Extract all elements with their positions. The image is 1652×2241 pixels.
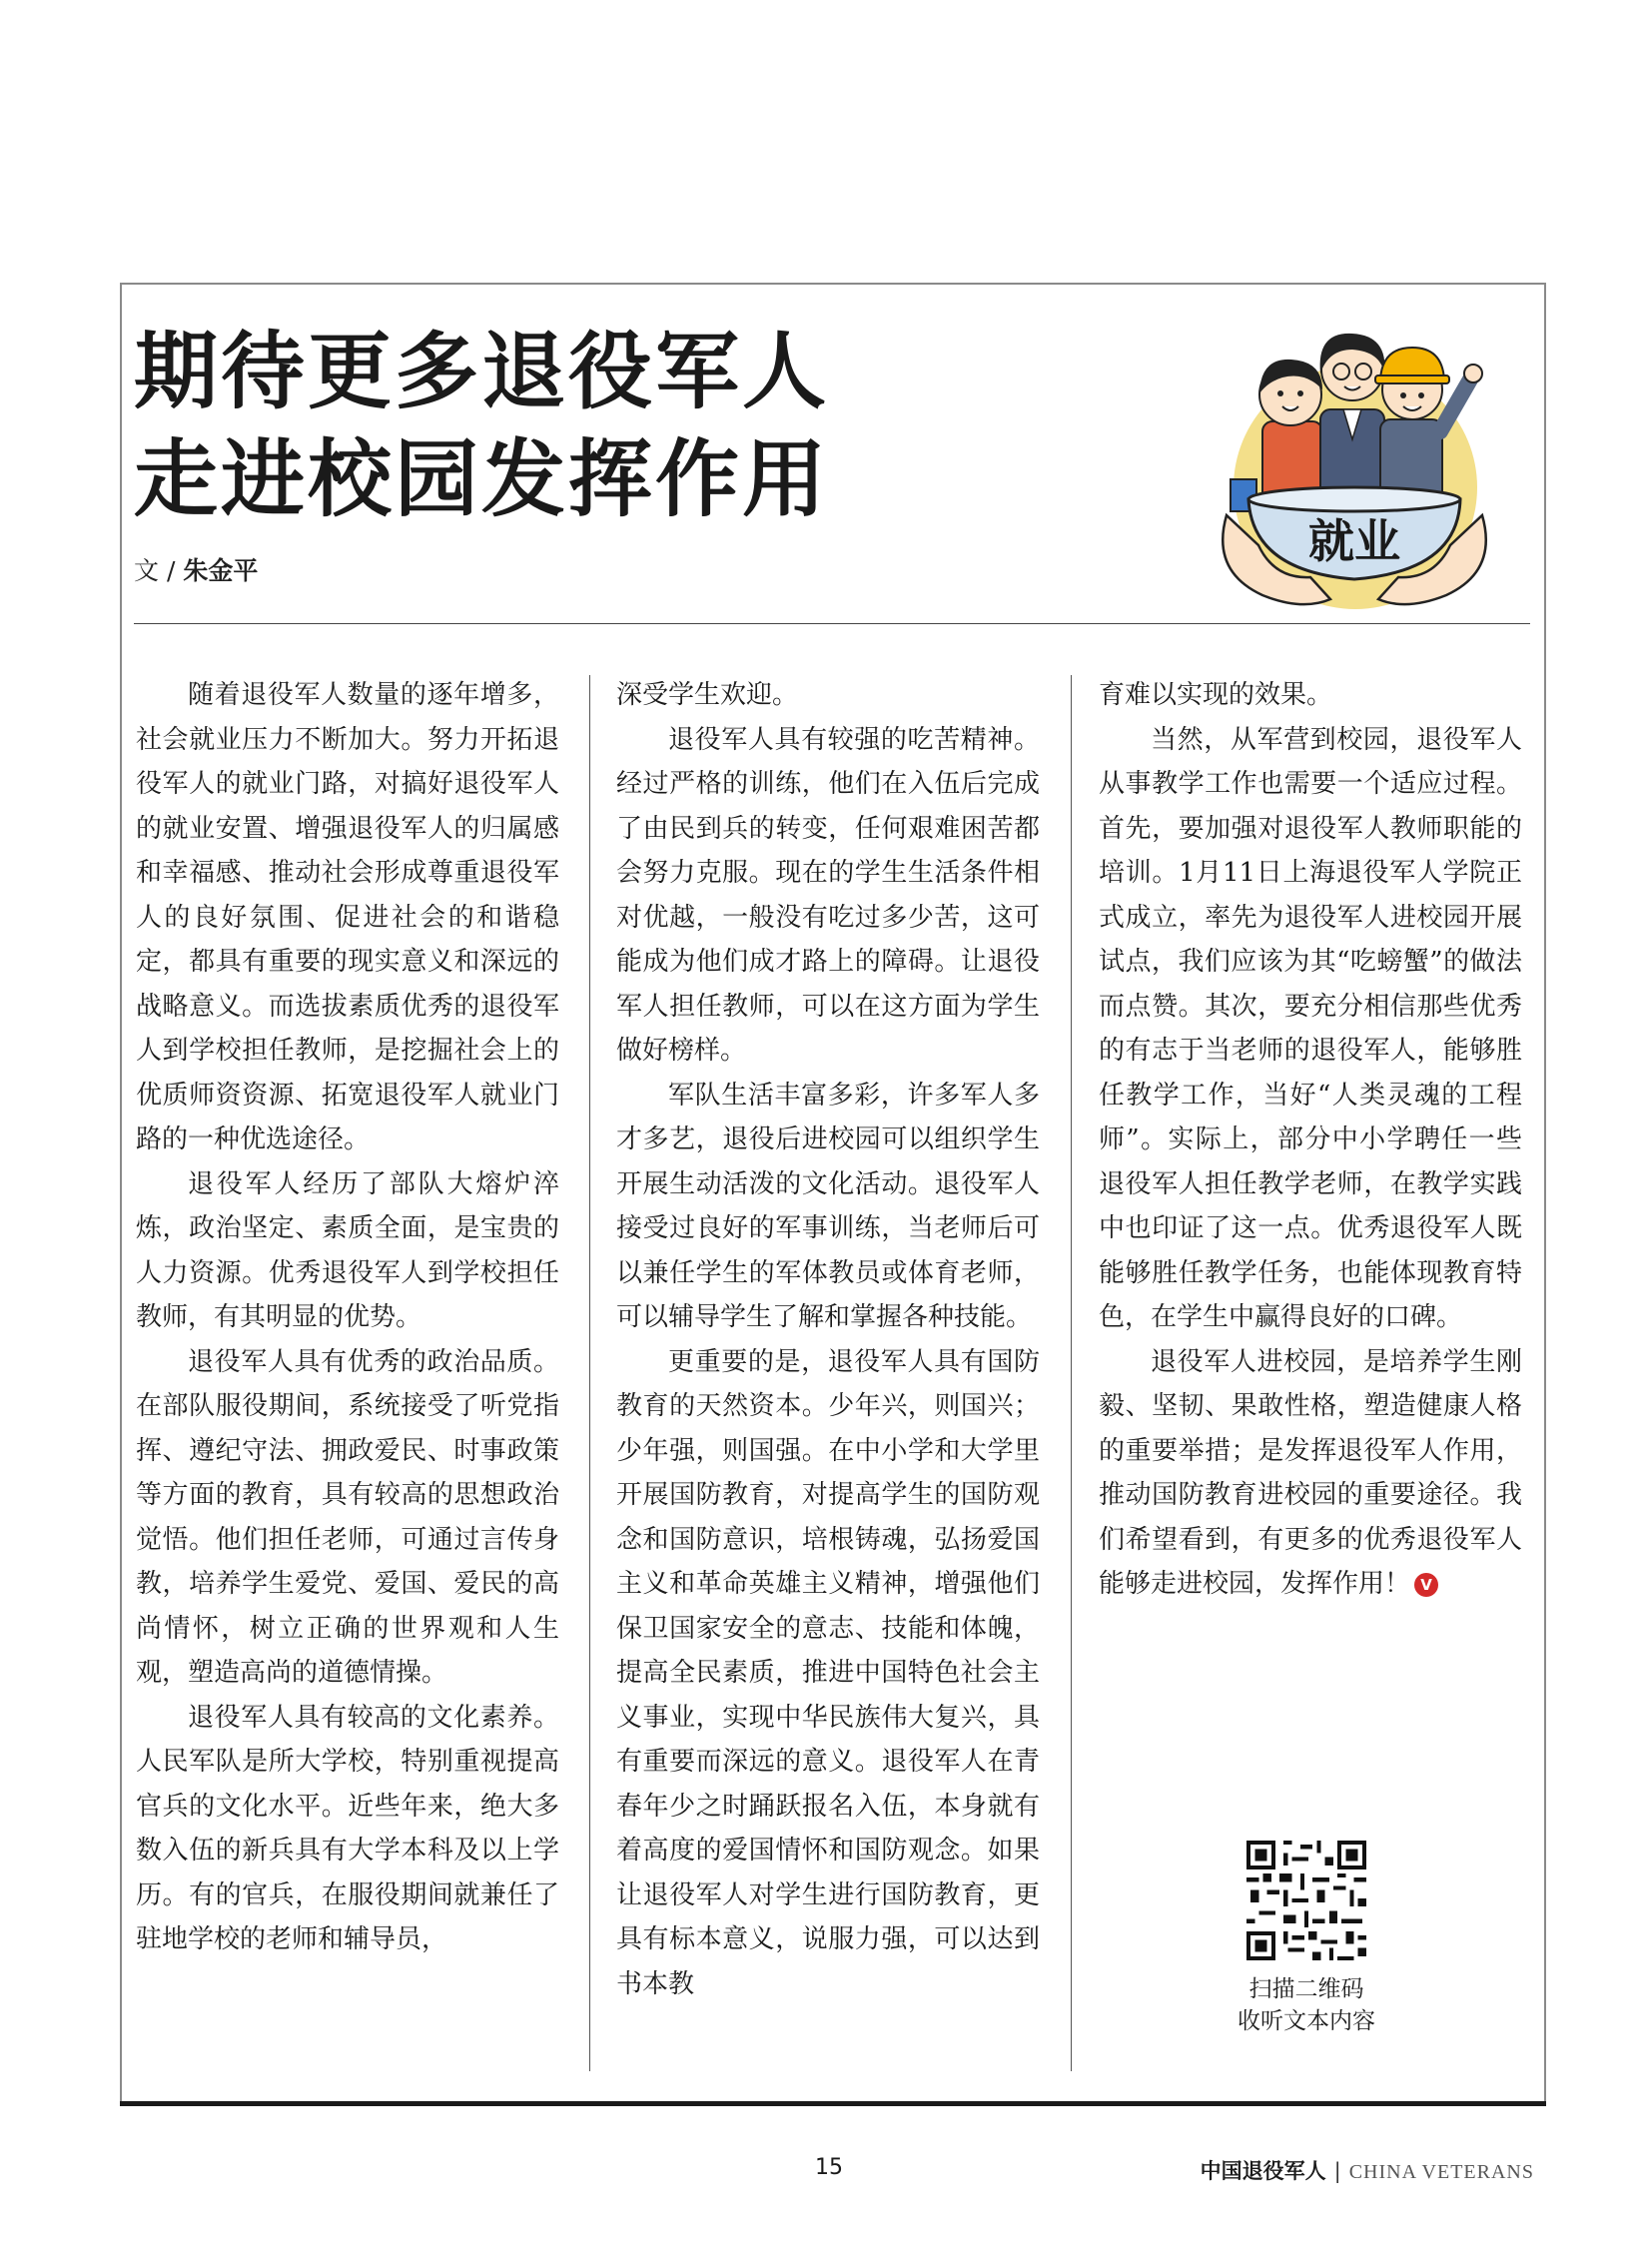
person-middle: [1320, 334, 1385, 509]
end-mark-icon: V: [1414, 1573, 1438, 1597]
page-number: 15: [815, 2155, 843, 2180]
paragraph: 深受学生欢迎。: [616, 680, 799, 710]
text-column-3: [1099, 673, 1522, 1607]
qr-caption-line-1: 扫描二维码: [1248, 1976, 1364, 2002]
bowl-rim: [1248, 487, 1460, 511]
qr-caption: [1199, 1973, 1414, 2037]
bottom-rule: [120, 2101, 1546, 2106]
employment-illustration: [1171, 310, 1540, 619]
paragraph: 育难以实现的效果。: [1099, 680, 1333, 710]
header-divider: [134, 623, 1530, 624]
article-title: [134, 318, 829, 533]
title-line-2: 走进校园发挥作用: [134, 430, 830, 528]
paragraph: 退役军人具有较强的吃苦精神。经过严格的训练，他们在入伍后完成了由民到兵的转变，任何艰难困苦都会努力克服。现在的学生生活条件相对优越，一般没有吃过多少苦，这可能成为他们成才路上的障碍。让退役军人担任教师，可以在这方面为学生做好榜样。: [616, 724, 1040, 1066]
magazine-masthead: [1201, 2155, 1534, 2185]
illustration-label: 就业: [1308, 514, 1400, 568]
paragraph-text: 退役军人进校园，是培养学生刚毅、坚韧、果敢性格，塑造健康人格的重要举措；是发挥退役军人作用，推动国防教育进校园的重要途径。我们希望看到，有更多的优秀退役军人能够走进校园，发挥作用！: [1099, 1346, 1522, 1599]
magazine-name-en: CHINA VETERANS: [1348, 2161, 1534, 2183]
byline: [134, 551, 258, 587]
byline-prefix: 文 /: [134, 556, 184, 585]
qr-caption-line-2: 收听文本内容: [1238, 2008, 1375, 2034]
author-name: 朱金平: [183, 556, 259, 585]
masthead-separator: |: [1333, 2159, 1341, 2183]
title-line-1: 期待更多退役军人: [134, 323, 830, 420]
magazine-name-cn: 中国退役军人: [1200, 2159, 1326, 2183]
paragraph: [1099, 1340, 1522, 1607]
qr-code[interactable]: [1246, 1841, 1366, 1960]
paragraph: 当然，从军营到校园，退役军人从事教学工作也需要一个适应过程。首先，要加强对退役军人教师职能的培训。1月11日上海退役军人学院正式成立，率先为退役军人进校园开展试点，我们应该为其“吃螃蟹”的做法而点赞。其次，要充分相信那些优秀的有志于当老师的退役军人，能够胜任教学工作，当好“人类灵魂的工程师”。实际上，部分中小学聘任一些退役军人担任教学老师，在教学实践中也印证了这一点。优秀退役军人既能够胜任教学任务，也能体现教育特色，在学生中赢得良好的口碑。: [1099, 724, 1522, 1332]
paragraph: 更重要的是，退役军人具有国防教育的天然资本。少年兴，则国兴；少年强，则国强。在中小学和大学里开展国防教育，对提高学生的国防观念和国防意识，培根铸魂，弘扬爱国主义和革命英雄主义精神，增强他们保卫国家安全的意志、技能和体魄，提高全民素质，推进中国特色社会主义事业，实现中华民族伟大复兴，具有重要而深远的意义。退役军人在青春年少之时踊跃报名入伍，本身就有着高度的爱国情怀和国防观念。如果让退役军人对学生进行国防教育，更具有标本意义，说服力强，可以达到书本教: [616, 1346, 1040, 1999]
paragraph: 退役军人经历了部队大熔炉淬炼，政治坚定、素质全面，是宝贵的人力资源。优秀退役军人到学校担任教师，有其明显的优势。: [136, 1168, 559, 1332]
paragraph: 随着退役军人数量的逐年增多，社会就业压力不断加大。努力开拓退役军人的就业门路，对搞好退役军人的就业安置、增强退役军人的归属感和幸福感、推动社会形成尊重退役军人的良好氛围、促进社会的和谐稳定，都具有重要的现实意义和深远的战略意义。而选拔素质优秀的退役军人到学校担任教师，是挖掘社会上的优质师资资源、拓宽退役军人就业门路的一种优选途径。: [136, 680, 559, 1154]
paragraph: 退役军人具有优秀的政治品质。在部队服役期间，系统接受了听党指挥、遵纪守法、拥政爱民、时事政策等方面的教育，具有较高的思想政治觉悟。他们担任老师，可通过言传身教，培养学生爱党、爱国、爱民的高尚情怀，树立正确的世界观和人生观，塑造高尚的道德情操。: [136, 1346, 559, 1688]
text-column-2: [616, 673, 1040, 2006]
column-divider-1: [589, 675, 590, 2071]
text-column-1: [136, 673, 559, 1962]
paragraph: 军队生活丰富多彩，许多军人多才多艺，退役后进校园可以组织学生开展生动活泼的文化活动。退役军人接受过良好的军事训练，当老师后可以兼任学生的军体教员或体育老师，可以辅导学生了解和掌握各种技能。: [616, 1080, 1040, 1332]
column-divider-2: [1071, 675, 1072, 2071]
paragraph: 退役军人具有较高的文化素养。人民军队是所大学校，特别重视提高官兵的文化水平。近些年来，绝大多数入伍的新兵具有大学本科及以上学历。有的官兵，在服役期间就兼任了驻地学校的老师和辅导员，: [136, 1702, 559, 1954]
